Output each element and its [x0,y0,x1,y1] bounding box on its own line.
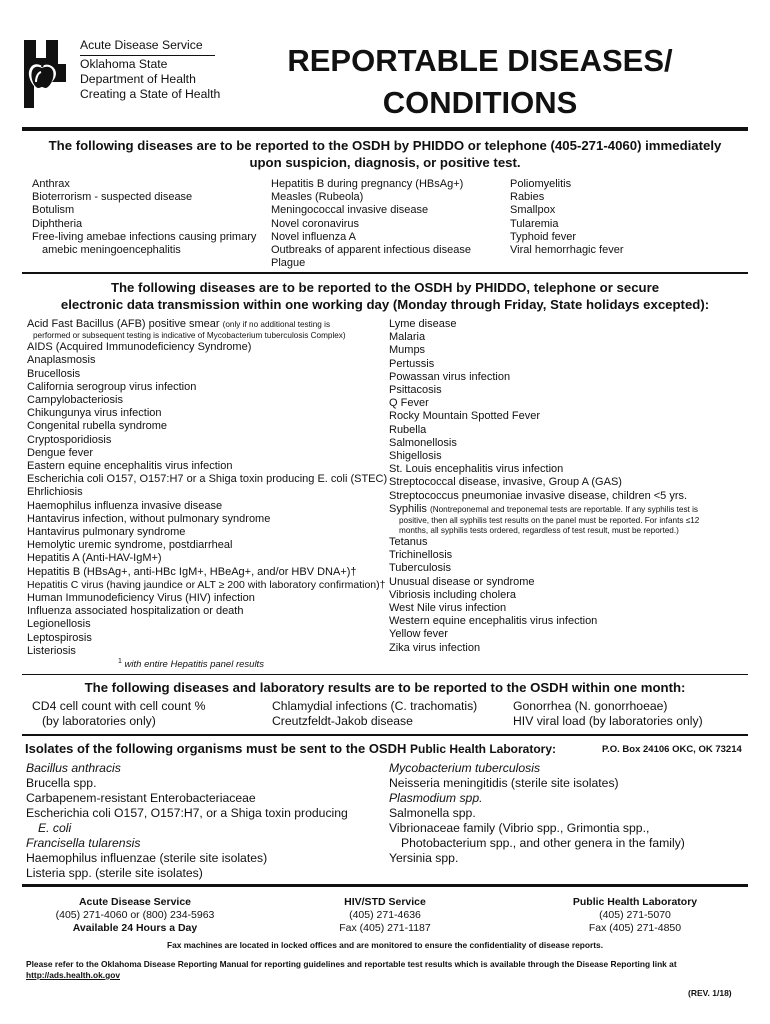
org-service: Acute Disease Service [80,38,203,52]
oklahoma-apple-logo-icon [22,38,74,110]
list-item: Francisella tularensis [26,836,141,850]
list-item: Haemophilus influenza invasive disease [27,499,223,512]
list-item-note: performed or subsequent testing is indicative of Mycobacterium tuberculosis Complex) [33,331,346,341]
list-item: Botulism [32,204,75,217]
list-item: Anthrax [32,178,70,190]
contact-phl: Public Health Laboratory (405) 271-5070 Fax (405) 271-4850 [572,896,698,934]
list-item: Poliomyelitis [510,178,572,190]
list-item: Eastern equine encephalitis virus infection [27,460,233,473]
list-item: Tetanus [389,536,428,549]
one-month-heading: The following diseases and laboratory results are to be reported to the OSDH within one month: [84,680,686,695]
list-item-note: positive, then all syphilis test results on the panel must be reported. For infants ≤12 [399,516,700,526]
isolates-heading: Isolates of the following organisms must be sent to the OSDH Public Health Laboratory: [25,741,557,756]
list-item: Photobacterium spp., and other genera in the family) [401,836,685,850]
fax-note: Fax machines are located in locked offices and are monitored to ensure the confidentiality of disease reports. [166,940,604,950]
list-item: Vibrionaceae family (Vibrio spp., Grimontia spp., [389,821,650,835]
list-item: Outbreaks of apparent infectious disease [271,244,471,257]
list-item-note: months, all syphilis tests ordered, regardless of test result, must be reported.) [399,526,679,536]
immediate-heading: The following diseases are to be reported to the OSDH by PHIDDO or telephone (405-271-4060) immediately upon suspicion, diagnosis, or positive test. [48,138,722,170]
list-item: Hepatitis C virus (having jaundice or ALT ≥ 200 with laboratory confirmation)† [27,578,386,591]
list-item: Q Fever [389,397,429,410]
list-item: Hantavirus infection, without pulmonary syndrome [27,512,271,525]
list-item: Shigellosis [389,450,442,463]
one-month-col1 [32,699,205,729]
list-item: Vibriosis including cholera [389,588,516,601]
list-item: Yersinia spp. [389,851,459,865]
header-divider [22,127,748,131]
org-dept: Department of Health [80,72,196,86]
list-item: Measles (Rubeola) [271,191,364,204]
list-item: Salmonella spp. [389,806,476,820]
reference-note: Please refer to the Oklahoma Disease Reporting Manual for reporting guidelines and reportable test results which is available through the Disease Reporting link at http://ads.health.ok.gov [26,959,677,980]
list-item: California serogroup virus infection [27,380,197,393]
list-item: Cryptosporidiosis [27,433,112,446]
list-item: Haemophilus influenzae (sterile site isolates) [26,851,268,865]
list-item: Unusual disease or syndrome [389,575,535,588]
list-item: Viral hemorrhagic fever [510,244,624,257]
list-item: Brucella spp. [26,776,97,790]
section-divider [22,272,748,274]
list-item: Dengue fever [27,446,94,459]
list-item: Influenza associated hospitalization or death [27,605,244,618]
hepatitis-footnote: $^1$ with entire Hepatitis panel results [118,658,264,671]
list-item: Western equine encephalitis virus infection [389,615,598,628]
list-item: Chlamydial infections (C. trachomatis) [272,699,478,713]
list-item: Plague [271,257,306,270]
list-item: Streptococcal disease, invasive, Group A (GAS) [389,476,622,489]
list-item: Anaplasmosis [27,354,96,367]
list-item: Novel coronavirus [271,217,360,230]
immediate-col1 [32,178,256,257]
list-item: Pertussis [389,357,435,370]
list-item: Creutzfeldt-Jakob disease [272,714,413,728]
list-item: Rabies [510,191,545,204]
list-item: Acid Fast Bacillus (AFB) positive smear (only if no additional testing is [27,318,331,330]
list-item: West Nile virus infection [389,602,507,615]
isolates-col2 [389,761,685,866]
list-item: Listeria spp. (sterile site isolates) [26,866,203,880]
list-item: Rubella [389,423,427,436]
list-item: Campylobacteriosis [27,394,123,407]
list-item: Rocky Mountain Spotted Fever [389,410,541,423]
list-item: amebic meningoencephalitis [42,244,181,257]
list-item: Bioterrorism - suspected disease [32,191,193,204]
list-item: Bacillus anthracis [26,761,121,775]
list-item: Congenital rubella syndrome [27,420,168,433]
org-divider [80,55,215,56]
immediate-col2 [271,178,471,270]
list-item: (by laboratories only) [42,714,156,728]
list-item: Leptospirosis [27,631,92,644]
list-item: Psittacosis [389,384,442,397]
disease-reporting-link[interactable]: http://ads.health.ok.gov [26,970,120,980]
list-item: Hepatitis B during pregnancy (HBsAg+) [271,178,464,190]
list-item: Hantavirus pulmonary syndrome [27,526,186,539]
list-item: Human Immunodeficiency Virus (HIV) infection [27,592,255,605]
list-item: Zika virus infection [389,641,481,654]
list-item: Plasmodium spp. [389,791,483,805]
list-item: Meningococcal invasive disease [271,204,429,217]
org-tagline: Creating a State of Health [80,87,221,101]
osdh-logo [22,38,222,110]
list-item: CD4 cell count with cell count % [32,699,206,713]
list-item: Free-living amebae infections causing primary [32,230,257,243]
working-day-heading: The following diseases are to be reported to the OSDH by PHIDDO, telephone or secure electronic data transmission within one working day (Monday through Friday, State holidays excepted): [60,280,710,312]
list-item: Neisseria meningitidis (sterile site isolates) [389,776,619,790]
working-day-col1 [27,318,387,658]
list-item: Typhoid fever [510,230,577,243]
list-item: Diphtheria [32,217,83,230]
list-item: Hepatitis B (HBsAg+, anti-HBc IgM+, HBeAg+, and/or HBV DNA+)† [27,565,357,578]
list-item: Gonorrhea (N. gonorrhoeae) [513,699,668,713]
list-item: Legionellosis [27,618,91,631]
list-item: Smallpox [510,204,556,217]
working-day-col2 [389,318,699,655]
one-month-col3 [513,699,703,729]
list-item: Escherichia coli O157, O157:H7, or a Shiga toxin producing [26,806,348,820]
list-item: Tuberculosis [389,562,451,575]
list-item: Yellow fever [389,628,448,641]
list-item: Listeriosis [27,644,76,657]
list-item: Chikungunya virus infection [27,407,162,420]
list-item: Mumps [389,344,426,357]
one-month-col2 [272,699,477,729]
list-item: Malaria [389,331,426,344]
list-item: Brucellosis [27,367,81,380]
list-item: HIV viral load (by laboratories only) [513,714,703,728]
list-item: Tularemia [510,217,559,230]
list-item: Mycobacterium tuberculosis [389,761,541,775]
section-divider [22,734,748,736]
list-item: Lyme disease [389,318,457,330]
contact-hiv-std: HIV/STD Service (405) 271-4636 Fax (405) 271-1187 [339,896,431,934]
page-title: REPORTABLE DISEASES/ CONDITIONS [287,43,673,120]
list-item: Carbapenem-resistant Enterobacteriaceae [26,791,256,805]
revision-label: (REV. 1/18) [688,988,732,998]
list-item: Powassan virus infection [389,370,511,383]
list-item: Trichinellosis [389,549,453,562]
list-item: Ehrlichiosis [27,486,83,499]
list-item: Hepatitis A (Anti-HAV-IgM+) [27,552,162,565]
list-item: Syphilis (Nontreponemal and treponemal tests are reportable. If any syphilis test is [389,502,699,515]
list-item: Salmonellosis [389,436,457,449]
immediate-col3 [510,178,624,257]
list-item: St. Louis encephalitis virus infection [389,463,564,476]
section-divider [22,674,748,675]
section-divider [22,884,748,887]
list-item: Escherichia coli O157, O157:H7 or a Shiga toxin producing E. coli (STEC) [27,473,388,486]
list-item: Streptococcus pneumoniae invasive disease, children <5 yrs. [389,489,688,502]
list-item: Hemolytic uremic syndrome, postdiarrheal [27,539,233,552]
po-box: P.O. Box 24106 OKC, OK 73214 [602,744,742,755]
contact-acute: Acute Disease Service (405) 271-4060 or (800) 234-5963 Available 24 Hours a Day [55,896,215,934]
isolates-col1 [26,761,348,881]
list-item: Novel influenza A [271,230,356,243]
list-item: AIDS (Acquired Immunodeficiency Syndrome) [27,341,252,354]
org-state: Oklahoma State [80,57,168,71]
list-item: E. coli [38,821,72,835]
